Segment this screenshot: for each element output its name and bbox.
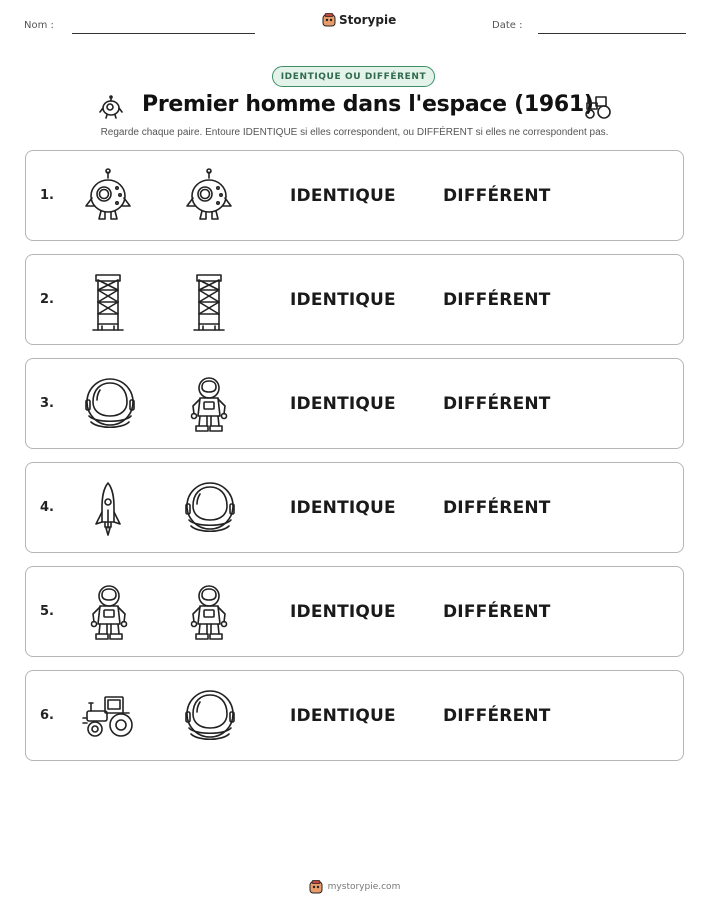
row-number: 6. [40, 708, 54, 723]
question-row-1 [25, 150, 684, 241]
astronaut-icon [187, 376, 231, 434]
row-number: 2. [40, 292, 54, 307]
rocket-icon [93, 480, 123, 538]
row-number: 4. [40, 500, 54, 515]
launch-tower-icon [88, 272, 128, 332]
date-field[interactable] [538, 33, 686, 34]
astronaut-icon [87, 584, 131, 642]
row-number: 5. [40, 604, 54, 619]
option-identique[interactable]: IDENTIQUE [290, 706, 396, 726]
rocket-ship-icon [184, 168, 234, 224]
option-different[interactable]: DIFFÉRENT [443, 290, 551, 310]
footer-url[interactable]: mystorypie.com [327, 882, 401, 892]
brand-name: Storypie [339, 13, 397, 27]
brand [322, 13, 396, 27]
option-different[interactable]: DIFFÉRENT [443, 498, 551, 518]
astronaut-icon [187, 584, 231, 642]
footer [0, 880, 709, 894]
storypie-logo-icon [309, 880, 323, 894]
date-label: Date : [492, 20, 523, 31]
space-helmet-icon [183, 480, 237, 536]
space-helmet-icon [83, 376, 137, 432]
option-identique[interactable]: IDENTIQUE [290, 290, 396, 310]
space-helmet-icon [183, 688, 237, 744]
name-field[interactable] [72, 33, 255, 34]
question-row-4 [25, 462, 684, 553]
launch-tower-icon [189, 272, 229, 332]
option-identique[interactable]: IDENTIQUE [290, 186, 396, 206]
option-identique[interactable]: IDENTIQUE [290, 498, 396, 518]
option-different[interactable]: DIFFÉRENT [443, 602, 551, 622]
row-number: 3. [40, 396, 54, 411]
instructions: Regarde chaque paire. Entoure IDENTIQUE si elles correspondent, ou DIFFÉRENT si elles ne correspondent pas. [100, 127, 609, 138]
question-row-5 [25, 566, 684, 657]
option-identique[interactable]: IDENTIQUE [290, 602, 396, 622]
option-identique[interactable]: IDENTIQUE [290, 394, 396, 414]
tractor-icon [81, 691, 137, 739]
option-different[interactable]: DIFFÉRENT [443, 394, 551, 414]
question-row-3 [25, 358, 684, 449]
rocket-ship-icon [98, 95, 124, 119]
option-different[interactable]: DIFFÉRENT [443, 186, 551, 206]
title-row [0, 90, 709, 126]
row-number: 1. [40, 188, 54, 203]
question-row-6 [25, 670, 684, 761]
storypie-logo-icon [322, 13, 336, 27]
option-different[interactable]: DIFFÉRENT [443, 706, 551, 726]
rocket-ship-icon [83, 168, 133, 224]
tractor-icon [582, 92, 614, 120]
name-label: Nom : [24, 20, 54, 31]
question-row-2 [25, 254, 684, 345]
worksheet-type-badge: IDENTIQUE OU DIFFÉRENT [272, 66, 435, 87]
page-title: Premier homme dans l'espace (1961) [142, 92, 594, 117]
